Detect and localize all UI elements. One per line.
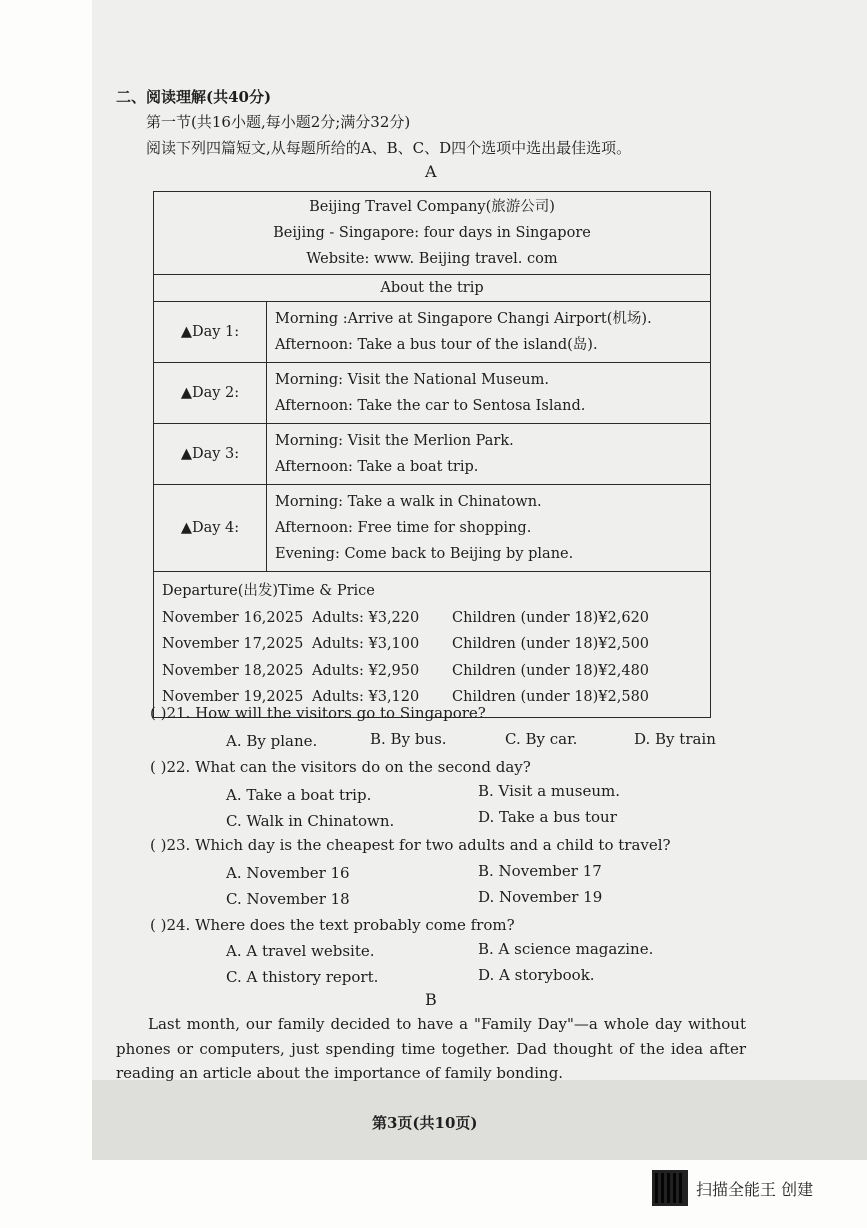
price-child: Children (under 18)¥2,500 [452,636,650,652]
price-date: November 16,2025 [162,609,304,626]
about-trip: About the trip [154,275,711,302]
day-label: ▲Day 4: [154,485,267,572]
price-child: Children (under 18)¥2,580 [452,689,650,705]
day-label: ▲Day 3: [154,424,267,485]
activity: Morning: Visit the Merlion Park. [275,433,514,449]
scanner-watermark [652,1170,813,1206]
activity: Afternoon: Free time for shopping. [275,520,532,536]
question-stem: ( )23. Which day is the cheapest for two adults and a child to travel? [150,836,671,854]
option[interactable]: A. By plane. [226,732,318,750]
passage-a-letter: A [425,162,437,181]
price-date: November 17,2025 [162,636,304,652]
price-date: November 18,2025 [162,662,304,679]
day-activities [267,302,711,363]
day-activities [267,485,711,572]
option[interactable]: A. Take a boat trip. [226,786,372,804]
activity: Morning :Arrive at Singapore Changi Airport(机场). [275,311,652,327]
question-stem: ( )22. What can the visitors do on the second day? [150,758,531,776]
price-adult: Adults: ¥3,100 [312,636,420,652]
section-title: 二、阅读理解(共40分) [116,88,272,106]
price-row [162,605,702,632]
price-adult: Adults: ¥3,120 [312,689,420,705]
option[interactable]: C. A thistory report. [226,968,379,986]
option[interactable]: C. Walk in Chinatown. [226,812,395,830]
passage-b-text: Last month, our family decided to have a "Family Day"—a whole day without phones or computers, just spending time together. Dad thought of the idea after reading an article about the importance of family bonding. [116,1015,746,1082]
section-part: 第一节(共16小题,每小题2分;满分32分) [146,113,411,131]
price-date: November 19,2025 [162,689,304,705]
activity: Morning: Take a walk in Chinatown. [275,494,542,510]
price-row [162,631,702,658]
day-activities [267,363,711,424]
option[interactable]: B. By bus. [370,730,447,748]
page-number: 第3页(共10页) [372,1114,478,1132]
day-label: ▲Day 1: [154,302,267,363]
company-name: Beijing Travel Company(旅游公司) [309,199,555,215]
option[interactable]: B. November 17 [478,862,602,880]
option[interactable]: D. A storybook. [478,966,595,984]
option[interactable]: D. By train [634,730,716,748]
price-title: Departure(出发)Time & Price [162,583,375,599]
option[interactable]: B. Visit a museum. [478,782,621,800]
question-stem: ( )21. How will the visitors go to Singapore? [150,704,486,722]
section-instruction: 阅读下列四篇短文,从每题所给的A、B、C、D四个选项中选出最佳选项。 [146,139,632,157]
option[interactable]: D. November 19 [478,888,603,906]
option[interactable]: A. November 16 [226,864,350,882]
qr-code-icon [652,1170,688,1206]
price-child: Children (under 18)¥2,480 [452,662,650,679]
activity: Afternoon: Take a boat trip. [275,459,479,475]
question-stem: ( )24. Where does the text probably come from? [150,916,515,934]
activity: Afternoon: Take a bus tour of the island(岛). [275,337,598,353]
trip-header [154,192,711,275]
activity: Evening: Come back to Beijing by plane. [275,546,574,562]
option[interactable]: B. A science magazine. [478,940,654,958]
activity: Afternoon: Take the car to Sentosa Island. [275,398,586,414]
day-label: ▲Day 2: [154,363,267,424]
price-section [154,572,711,718]
price-adult: Adults: ¥2,950 [312,662,420,679]
activity: Morning: Visit the National Museum. [275,372,549,388]
price-row [162,658,702,685]
option[interactable]: D. Take a bus tour [478,808,617,826]
option[interactable]: C. By car. [505,730,578,748]
option[interactable]: C. November 18 [226,890,350,908]
price-adult: Adults: ¥3,220 [312,609,420,626]
scan-shadow [92,1080,867,1160]
price-child: Children (under 18)¥2,620 [452,609,650,626]
day-activities [267,424,711,485]
passage-b-letter: B [425,990,437,1009]
option[interactable]: A. A travel website. [226,942,375,960]
trip-table [153,191,711,718]
route: Beijing - Singapore: four days in Singapore [273,225,591,241]
website: Website: www. Beijing travel. com [306,251,558,267]
watermark-text: 扫描全能王 创建 [696,1179,814,1199]
